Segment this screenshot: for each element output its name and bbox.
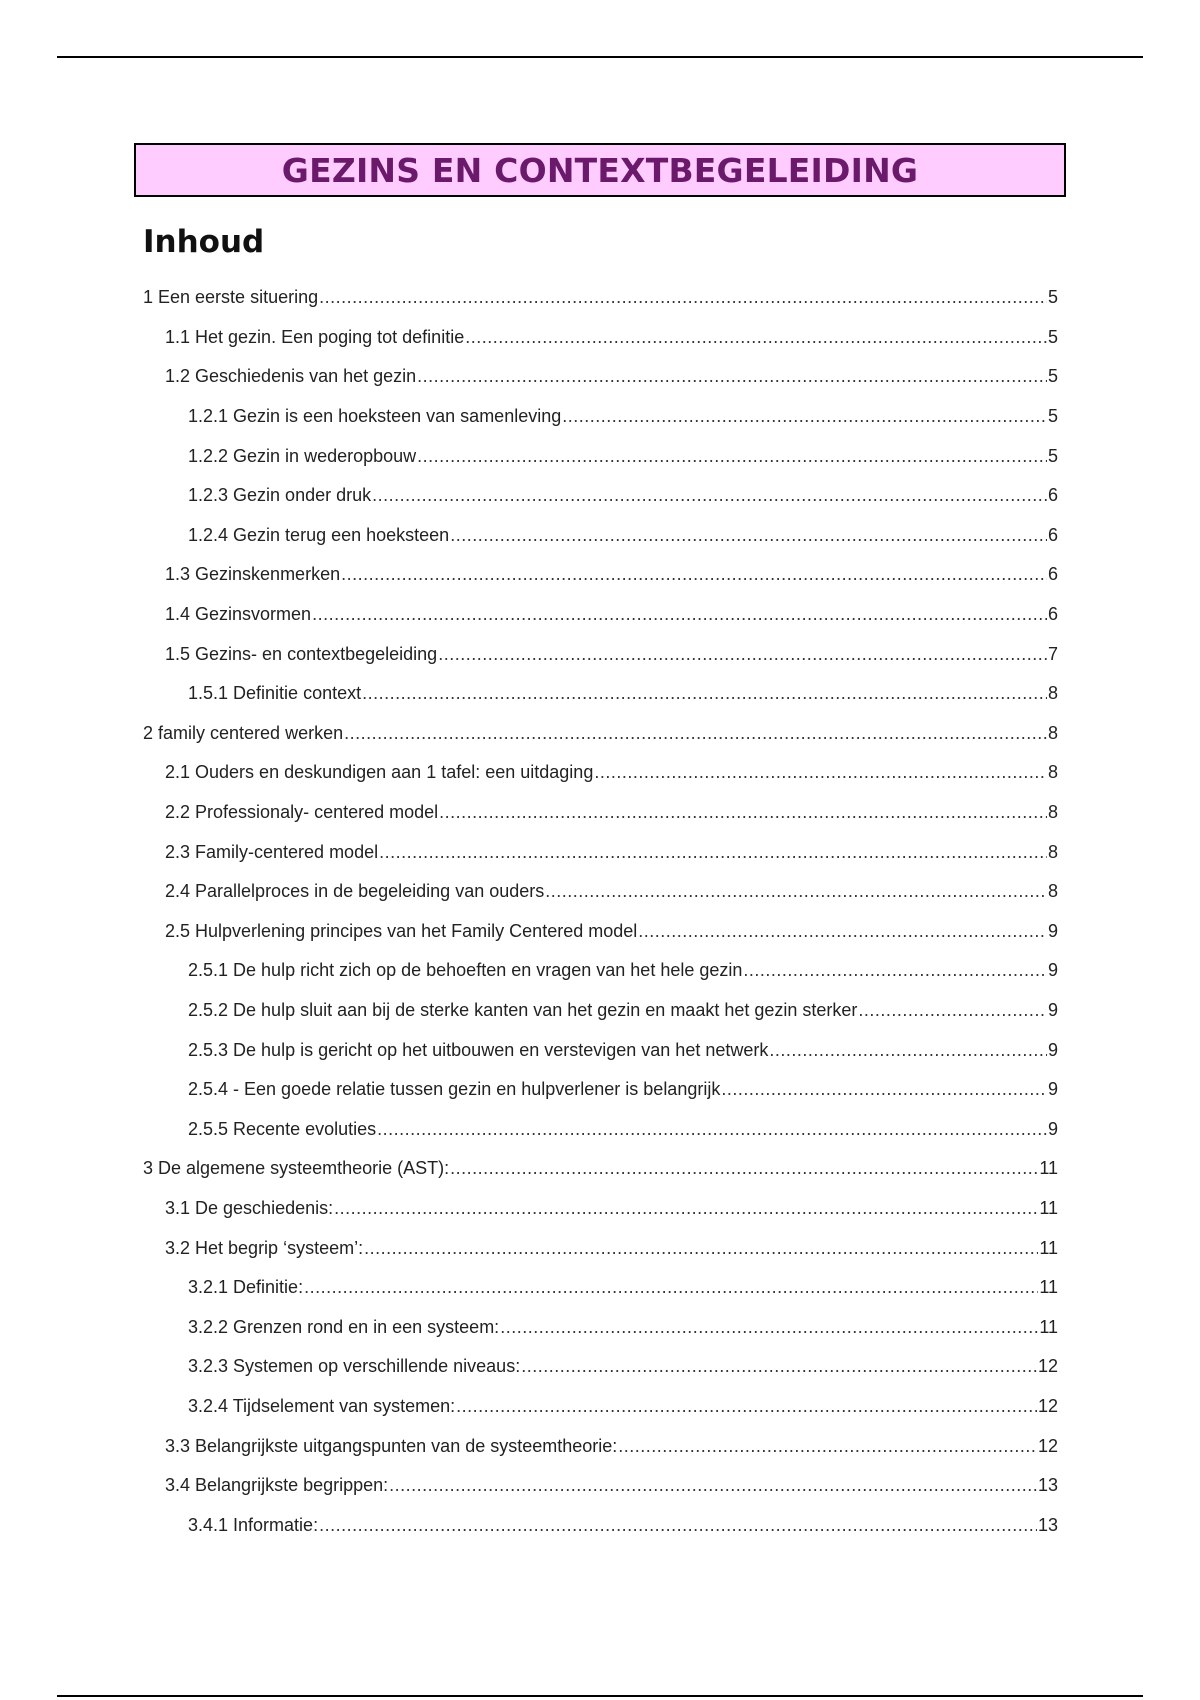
toc-dot-leader (450, 1158, 1038, 1179)
table-of-contents (143, 278, 1058, 1545)
toc-entry-page-number: 8 (1047, 683, 1058, 704)
toc-entry[interactable] (143, 1149, 1058, 1189)
toc-entry-label: 3.2.4 Tijdselement van systemen: (188, 1395, 456, 1416)
toc-entry[interactable] (143, 951, 1058, 991)
toc-entry[interactable] (143, 1109, 1058, 1149)
toc-entry[interactable] (143, 832, 1058, 872)
toc-entry-label: 1.4 Gezinsvormen (165, 604, 312, 625)
toc-entry-page-number: 11 (1039, 1237, 1058, 1258)
toc-dot-leader (379, 842, 1047, 863)
toc-entry[interactable] (143, 1228, 1058, 1268)
toc-entry-label: 3.2 Het begrip ‘systeem’: (165, 1237, 364, 1258)
toc-entry-page-number: 9 (1047, 920, 1058, 941)
toc-dot-leader (372, 485, 1047, 506)
toc-entry-page-number: 5 (1047, 287, 1058, 308)
toc-entry[interactable] (143, 1189, 1058, 1229)
toc-entry-label: 1.3 Gezinskenmerken (165, 564, 341, 585)
toc-entry-label: 1.2.1 Gezin is een hoeksteen van samenleving (188, 406, 562, 427)
toc-entry-page-number: 11 (1039, 1316, 1058, 1337)
toc-dot-leader (594, 762, 1047, 783)
toc-dot-leader (417, 446, 1047, 467)
toc-entry[interactable] (143, 753, 1058, 793)
toc-entry-page-number: 6 (1047, 485, 1058, 506)
toc-entry-label: 1.1 Het gezin. Een poging tot definitie (165, 326, 465, 347)
toc-dot-leader (364, 1238, 1038, 1259)
toc-entry-label: 2.5.2 De hulp sluit aan bij de sterke kanten van het gezin en maakt het gezin sterker (188, 999, 858, 1020)
toc-entry-label: 3.3 Belangrijkste uitgangspunten van de systeemtheorie: (165, 1435, 618, 1456)
toc-entry[interactable] (143, 714, 1058, 754)
toc-entry[interactable] (143, 912, 1058, 952)
toc-entry-label: 3.2.1 Definitie: (188, 1277, 304, 1298)
toc-entry[interactable] (143, 1426, 1058, 1466)
toc-entry[interactable] (143, 634, 1058, 674)
toc-entry-label: 2.5.1 De hulp richt zich op de behoeften en vragen van het hele gezin (188, 960, 743, 981)
toc-dot-leader (858, 1000, 1047, 1021)
toc-entry-label: 2.2 Professionaly- centered model (165, 802, 439, 823)
toc-entry-page-number: 11 (1039, 1197, 1058, 1218)
toc-entry[interactable] (143, 1030, 1058, 1070)
toc-entry-page-number: 5 (1047, 406, 1058, 427)
toc-dot-leader (319, 1515, 1037, 1536)
toc-entry-page-number: 11 (1039, 1277, 1058, 1298)
toc-entry-page-number: 9 (1047, 999, 1058, 1020)
toc-entry-page-number: 6 (1047, 564, 1058, 585)
toc-entry[interactable] (143, 991, 1058, 1031)
toc-entry-label: 2.1 Ouders en deskundigen aan 1 tafel: een uitdaging (165, 762, 594, 783)
toc-entry-label: 2.5.4 - Een goede relatie tussen gezin en hulpverlener is belangrijk (188, 1079, 721, 1100)
toc-entry-page-number: 8 (1047, 841, 1058, 862)
toc-entry[interactable] (143, 357, 1058, 397)
toc-entry-label: 1.2.3 Gezin onder druk (188, 485, 372, 506)
toc-entry[interactable] (143, 278, 1058, 318)
footer-rule (57, 1695, 1143, 1697)
toc-entry-label: 3.1 De geschiedenis: (165, 1197, 334, 1218)
toc-entry-label: 2.5.5 Recente evoluties (188, 1118, 377, 1139)
document-title: GEZINS EN CONTEXTBEGELEIDING (281, 150, 919, 190)
document-title-box (134, 143, 1066, 197)
toc-entry[interactable] (143, 397, 1058, 437)
toc-entry[interactable] (143, 555, 1058, 595)
toc-entry[interactable] (143, 1307, 1058, 1347)
toc-dot-leader (500, 1317, 1038, 1338)
toc-entry-page-number: 13 (1037, 1514, 1058, 1535)
toc-entry[interactable] (143, 1387, 1058, 1427)
toc-entry-page-number: 8 (1047, 722, 1058, 743)
toc-entry-label: 3.2.2 Grenzen rond en in een systeem: (188, 1316, 500, 1337)
toc-entry-label: 3.2.3 Systemen op verschillende niveaus: (188, 1356, 521, 1377)
toc-entry-label: 2.5 Hulpverlening principes van het Family Centered model (165, 920, 638, 941)
toc-dot-leader (769, 1040, 1047, 1061)
toc-entry-page-number: 8 (1047, 881, 1058, 902)
toc-dot-leader (438, 644, 1047, 665)
toc-entry[interactable] (143, 1466, 1058, 1506)
toc-entry-label: 1.5.1 Definitie context (188, 683, 362, 704)
toc-entry[interactable] (143, 872, 1058, 912)
toc-entry-label: 1.2.4 Gezin terug een hoeksteen (188, 524, 450, 545)
toc-entry-label: 1.2 Geschiedenis van het gezin (165, 366, 417, 387)
toc-dot-leader (618, 1436, 1037, 1457)
toc-entry-page-number: 11 (1039, 1158, 1058, 1179)
toc-entry-page-number: 12 (1037, 1435, 1058, 1456)
toc-entry[interactable] (143, 1070, 1058, 1110)
header-rule (57, 56, 1143, 58)
toc-entry[interactable] (143, 1505, 1058, 1545)
toc-entry-page-number: 7 (1047, 643, 1058, 664)
toc-entry[interactable] (143, 793, 1058, 833)
toc-dot-leader (341, 564, 1047, 585)
toc-entry-label: 2 family centered werken (143, 722, 344, 743)
toc-entry-page-number: 5 (1047, 326, 1058, 347)
toc-entry-label: 3.4 Belangrijkste begrippen: (165, 1475, 389, 1496)
toc-dot-leader (721, 1079, 1047, 1100)
toc-dot-leader (450, 525, 1047, 546)
toc-dot-leader (456, 1396, 1037, 1417)
toc-dot-leader (312, 604, 1047, 625)
toc-dot-leader (545, 881, 1047, 902)
toc-entry-page-number: 8 (1047, 802, 1058, 823)
toc-entry[interactable] (143, 1347, 1058, 1387)
toc-entry[interactable] (143, 674, 1058, 714)
toc-entry-page-number: 12 (1037, 1356, 1058, 1377)
toc-entry-page-number: 9 (1047, 960, 1058, 981)
toc-dot-leader (334, 1198, 1038, 1219)
toc-dot-leader (389, 1475, 1037, 1496)
toc-dot-leader (521, 1356, 1037, 1377)
toc-entry[interactable] (143, 516, 1058, 556)
toc-entry-page-number: 9 (1047, 1079, 1058, 1100)
toc-entry-page-number: 8 (1047, 762, 1058, 783)
toc-dot-leader (743, 960, 1047, 981)
toc-entry[interactable] (143, 476, 1058, 516)
toc-entry-page-number: 6 (1047, 604, 1058, 625)
toc-dot-leader (344, 723, 1047, 744)
toc-entry[interactable] (143, 595, 1058, 635)
toc-dot-leader (638, 921, 1047, 942)
toc-entry-label: 1.5 Gezins- en contextbegeleiding (165, 643, 438, 664)
toc-entry[interactable] (143, 318, 1058, 358)
toc-entry-label: 1.2.2 Gezin in wederopbouw (188, 445, 417, 466)
toc-entry-label: 2.5.3 De hulp is gericht op het uitbouwen en verstevigen van het netwerk (188, 1039, 769, 1060)
toc-dot-leader (319, 287, 1047, 308)
toc-dot-leader (417, 366, 1047, 387)
toc-dot-leader (304, 1277, 1038, 1298)
toc-entry-page-number: 9 (1047, 1039, 1058, 1060)
toc-entry-label: 2.4 Parallelproces in de begeleiding van ouders (165, 881, 545, 902)
toc-entry-label: 1 Een eerste situering (143, 287, 319, 308)
toc-heading: Inhoud (143, 224, 265, 260)
toc-dot-leader (362, 683, 1047, 704)
toc-entry-page-number: 9 (1047, 1118, 1058, 1139)
toc-entry-page-number: 5 (1047, 366, 1058, 387)
toc-dot-leader (465, 327, 1047, 348)
toc-entry-label: 3 De algemene systeemtheorie (AST): (143, 1158, 450, 1179)
toc-entry-page-number: 12 (1037, 1395, 1058, 1416)
toc-entry[interactable] (143, 1268, 1058, 1308)
toc-entry[interactable] (143, 436, 1058, 476)
toc-entry-label: 3.4.1 Informatie: (188, 1514, 319, 1535)
toc-entry-page-number: 13 (1037, 1475, 1058, 1496)
toc-dot-leader (377, 1119, 1047, 1140)
toc-dot-leader (439, 802, 1047, 823)
toc-entry-page-number: 6 (1047, 524, 1058, 545)
toc-dot-leader (562, 406, 1047, 427)
toc-entry-page-number: 5 (1047, 445, 1058, 466)
toc-entry-label: 2.3 Family-centered model (165, 841, 379, 862)
